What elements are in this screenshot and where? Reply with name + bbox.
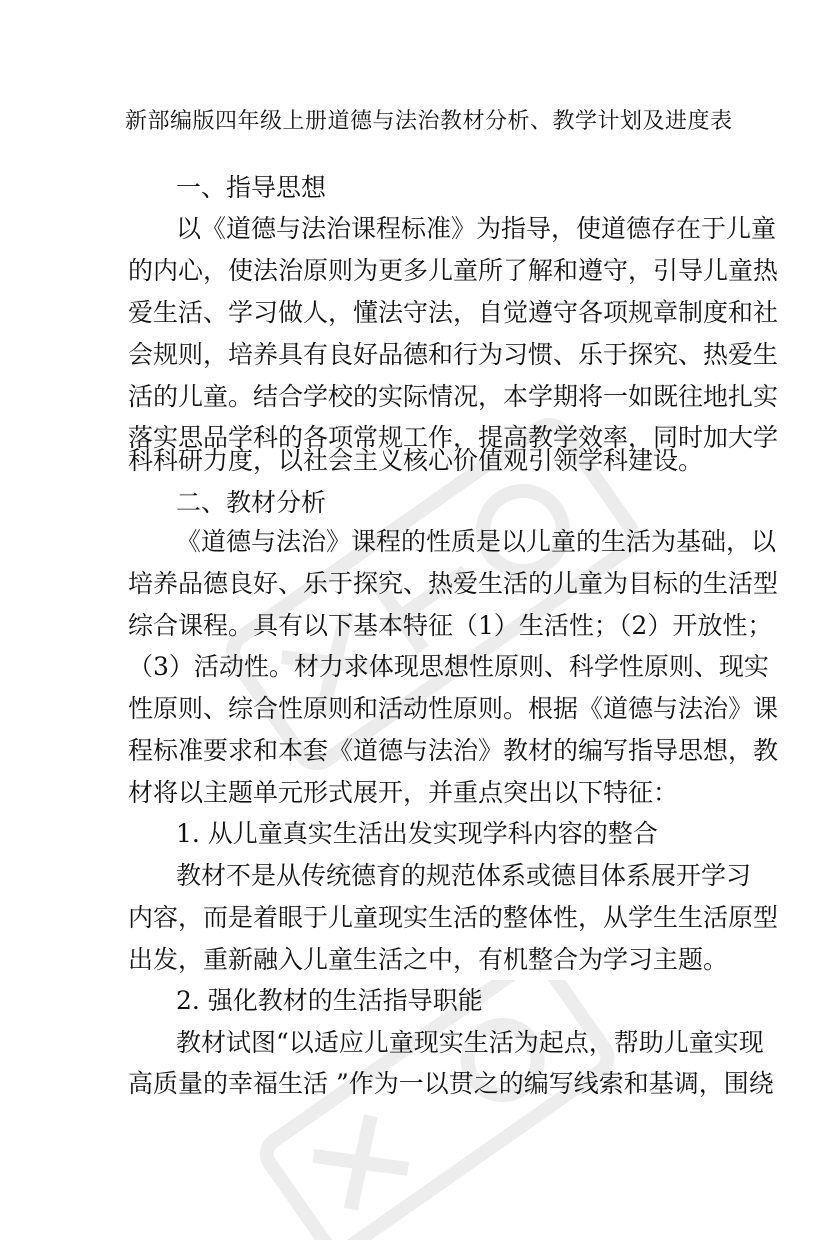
paragraph-line: 科科研力度，以社会主义核心价值观引领学科建设。 [128, 446, 704, 475]
paragraph-line: 教材不是从传统德育的规范体系或德目体系展开学习 [176, 861, 752, 890]
paragraph-line: 以《道德与法治课程标准》为指导，使道德存在于儿童 [176, 214, 777, 243]
section-heading-guiding-ideology: 一、指导思想 [176, 173, 327, 202]
paragraph-line: 教材试图“以适应儿童现实生活为起点，帮助儿童实现 [176, 1028, 764, 1057]
paragraph-line: 爱生活、学习做人，懂法守法，自觉遵守各项规章制度和社 [128, 298, 779, 327]
watermark-stamp-bottom [230, 980, 650, 1240]
paragraph-line: 出发，重新融入儿童生活之中，有机整合为学习主题。 [128, 945, 729, 974]
document-title: 新部编版四年级上册道德与法治教材分析、教学计划及进度表 [125, 109, 733, 134]
paragraph-line: 内容，而是着眼于儿童现实生活的整体性，从学生生活原型 [128, 903, 779, 932]
paragraph-line: 活的儿童。结合学校的实际情况，本学期将一如既往地扎实 [128, 382, 779, 411]
paragraph-line: 材将以主题单元形式展开，并重点突出以下特征： [128, 778, 679, 807]
paragraph-line: 落实思品学科的各项常规工作，提高教学效率，同时加大学 [128, 423, 779, 452]
paragraph-line: 的内心，使法治原则为更多儿童所了解和遵守，引导儿童热 [128, 256, 779, 285]
subheading-point-2: 2. 强化教材的生活指导职能 [176, 986, 483, 1015]
paragraph-line: 程标准要求和本套《道德与法治》教材的编写指导思想，教 [128, 736, 779, 765]
subheading-point-1: 1. 从儿童真实生活出发实现学科内容的整合 [176, 819, 658, 848]
paragraph-line: 高质量的幸福生活 ”作为一以贯之的编写线索和基调，围绕 [128, 1069, 774, 1098]
paragraph-line: 培养品德良好、乐于探究、热爱生活的儿童为目标的生活型 [128, 569, 779, 598]
paragraph-line: （3）活动性。材力求体现思想性原则、科学性原则、现实 [128, 652, 769, 681]
paragraph-line: 《道德与法治》课程的性质是以儿童的生活为基础，以 [176, 527, 777, 556]
section-heading-textbook-analysis: 二、教材分析 [176, 488, 327, 517]
paragraph-line: 综合课程。具有以下基本特征（1）生活性；（2）开放性； [128, 611, 773, 640]
paragraph-line: 会规则，培养具有良好品德和行为习惯、乐于探究、热爱生 [128, 340, 779, 369]
paragraph-line: 性原则、综合性原则和活动性原则。根据《道德与法治》课 [128, 694, 779, 723]
